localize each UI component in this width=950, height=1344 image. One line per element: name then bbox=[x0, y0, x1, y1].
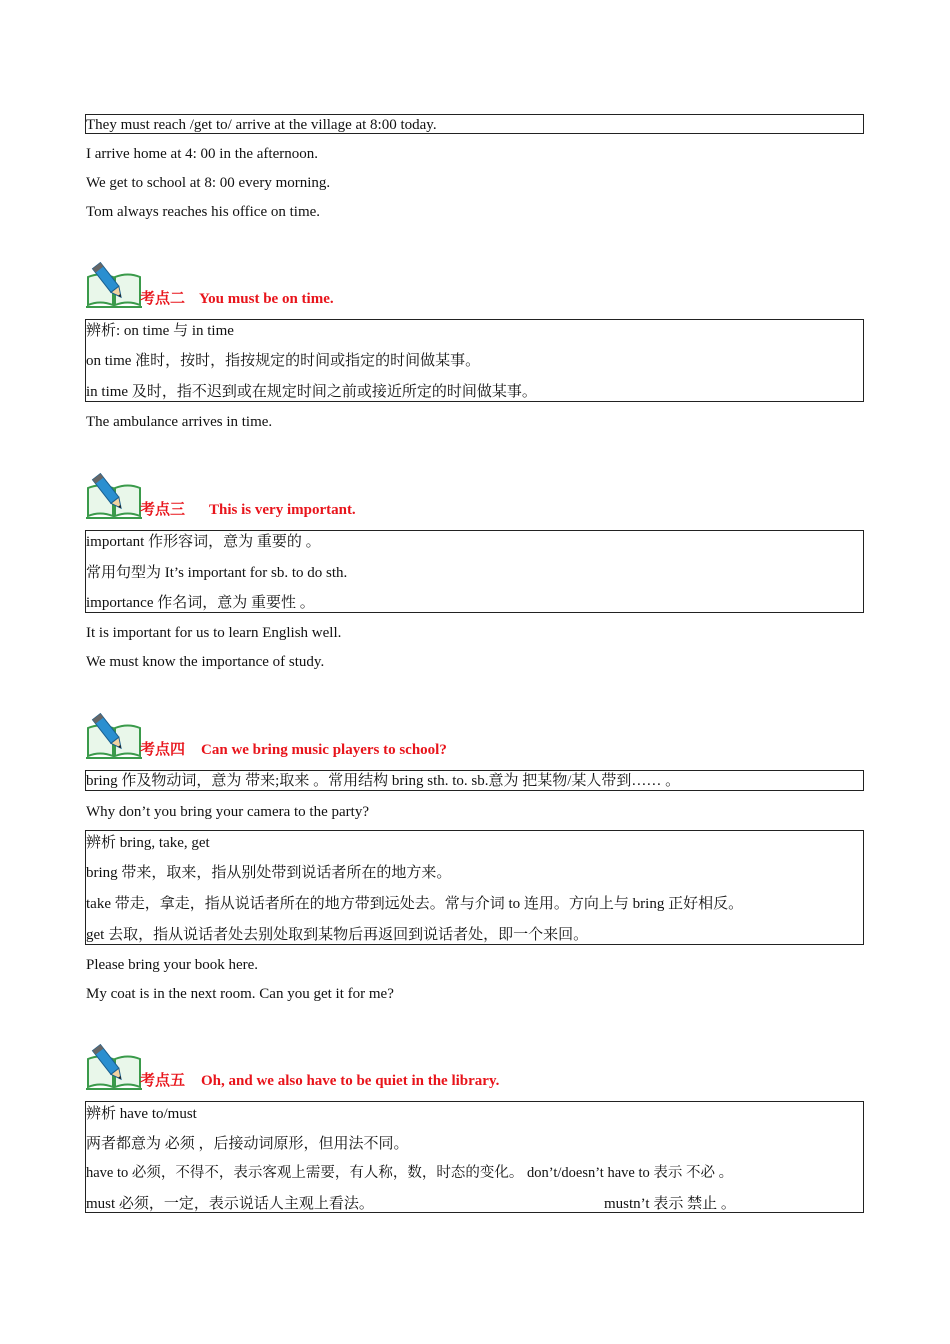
section-4-example-1: Why don’t you bring your camera to the party? bbox=[86, 804, 369, 820]
intro-example-1: I arrive home at 4: 00 in the afternoon. bbox=[86, 146, 319, 162]
section-5-title: Oh, and we also have to be quiet in the library. bbox=[201, 1073, 500, 1089]
section-2-tag: 考点二 bbox=[140, 291, 186, 307]
section-5-box-line-4: must 必须，一定，表示说话人主观上看法。 bbox=[86, 1196, 374, 1212]
section-2-box-line-3: in time 及时，指不迟到或在规定时间之前或接近所定的时间做某事。 bbox=[86, 384, 537, 400]
section-4-box-1 bbox=[85, 770, 864, 791]
intro-example-3: Tom always reaches his office on time. bbox=[86, 204, 321, 220]
section-5-box-line-1: 辨析 have to/must bbox=[86, 1106, 197, 1122]
book-pencil-icon bbox=[86, 472, 142, 520]
book-pencil-icon bbox=[86, 1043, 142, 1091]
section-3-box-line-1: important 作形容词，意为 重要的 。 bbox=[86, 534, 321, 550]
section-2-title: You must be on time. bbox=[199, 291, 334, 307]
section-4-box-1-text: bring 作及物动词，意为 带来;取来 。常用结构 bring sth. to. sb.意为 把某物/某人带到…… 。 bbox=[86, 773, 681, 789]
section-2-box-line-1: 辨析: on time 与 in time bbox=[86, 323, 234, 339]
book-pencil-icon bbox=[86, 261, 142, 309]
section-4-title: Can we bring music players to school? bbox=[201, 742, 447, 758]
section-4-box-2-line-3: take 带走，拿走，指从说话者所在的地方带到远处去。常与介词 to 连用。方向上与 bring 正好相反。 bbox=[86, 896, 744, 912]
intro-example-2: We get to school at 8: 00 every morning. bbox=[86, 175, 331, 191]
section-4-example-3: My coat is in the next room. Can you get it for me? bbox=[86, 986, 394, 1002]
section-5-heading bbox=[86, 1043, 786, 1091]
section-2-example-1: The ambulance arrives in time. bbox=[86, 414, 273, 430]
section-4-box-2-line-2: bring 带来，取来，指从别处带到说话者所在的地方来。 bbox=[86, 865, 452, 881]
section-3-tag: 考点三 bbox=[140, 502, 186, 518]
section-3-example-1: It is important for us to learn English well. bbox=[86, 625, 342, 641]
intro-box-text: They must reach /get to/ arrive at the village at 8:00 today. bbox=[86, 117, 437, 133]
section-3-example-2: We must know the importance of study. bbox=[86, 654, 325, 670]
book-pencil-icon bbox=[86, 712, 142, 760]
section-3-box bbox=[85, 530, 864, 613]
section-4-tag: 考点四 bbox=[140, 742, 186, 758]
section-2-box-line-2: on time 准时，按时，指按规定的时间或指定的时间做某事。 bbox=[86, 353, 481, 369]
section-5-tag: 考点五 bbox=[140, 1073, 186, 1089]
section-4-box-2 bbox=[85, 830, 864, 945]
section-2-heading bbox=[86, 261, 786, 309]
section-3-heading bbox=[86, 472, 786, 520]
section-5-box bbox=[85, 1101, 864, 1213]
section-5-box-line-3: have to 必须，不得不，表示客观上需要，有人称，数，时态的变化。 don’t/doesn’t have to 表示 不必 。 bbox=[86, 1165, 734, 1181]
section-3-box-line-3: importance 作名词，意为 重要性 。 bbox=[86, 595, 315, 611]
section-3-box-line-2: 常用句型为 It’s important for sb. to do sth. bbox=[86, 565, 348, 581]
section-4-box-2-line-4: get 去取，指从说话者处去别处取到某物后再返回到说话者处，即一个来回。 bbox=[86, 927, 589, 943]
section-5-mustnt-note: mustn’t 表示 禁止 。 bbox=[604, 1196, 736, 1212]
intro-box bbox=[85, 114, 864, 134]
section-4-example-2: Please bring your book here. bbox=[86, 957, 259, 973]
section-2-box bbox=[85, 319, 864, 402]
section-4-box-2-line-1: 辨析 bring, take, get bbox=[86, 835, 210, 851]
section-3-title: This is very important. bbox=[209, 502, 356, 518]
section-5-box-line-2: 两者都意为 必须 ，后接动词原形，但用法不同。 bbox=[86, 1136, 409, 1152]
section-4-heading bbox=[86, 712, 786, 760]
